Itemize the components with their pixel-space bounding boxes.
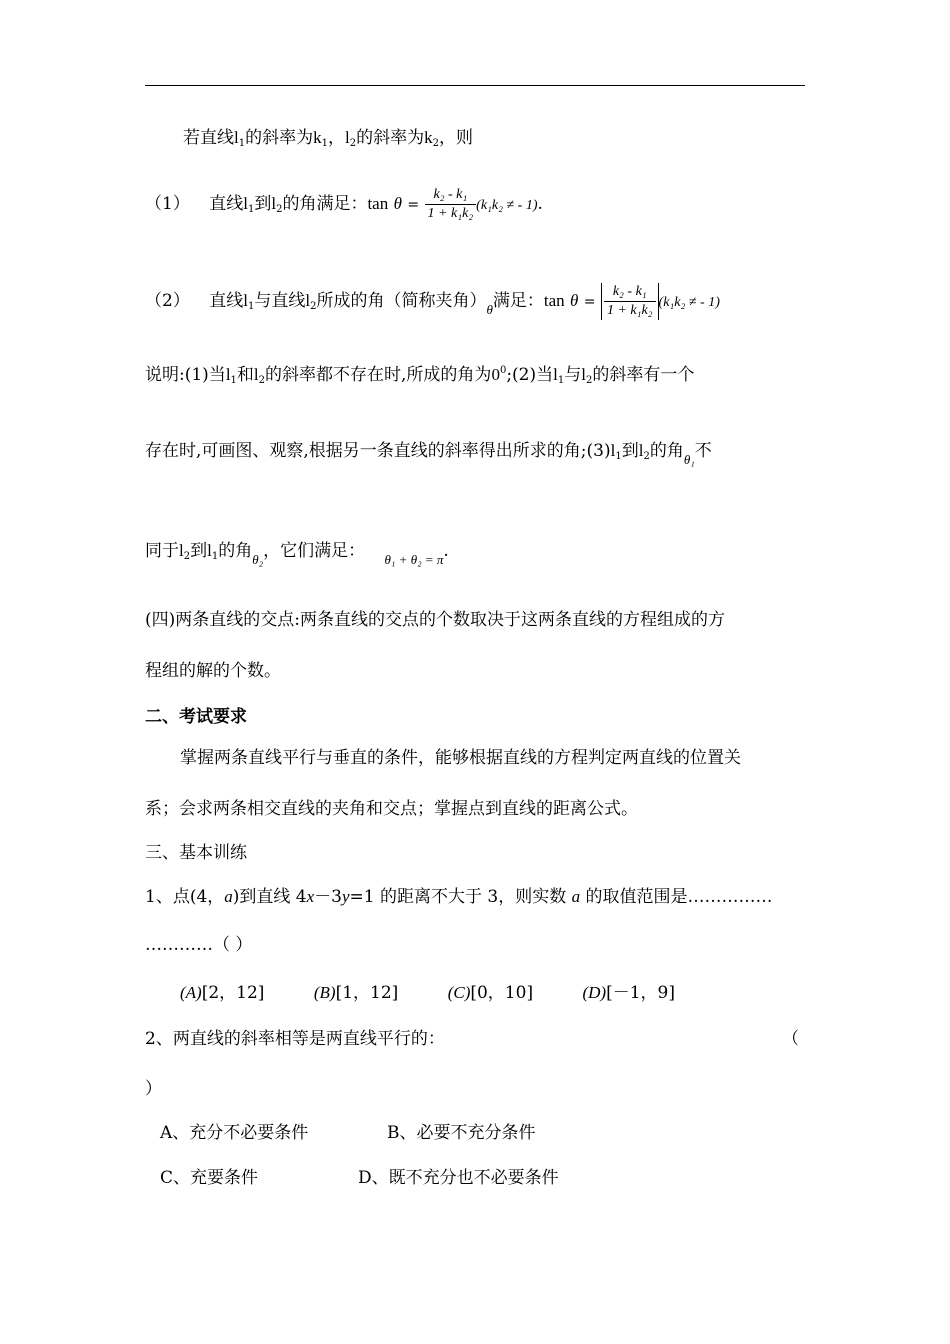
variable-a: a (224, 887, 233, 906)
item2-line (145, 283, 720, 320)
section4-line-1: (四)两条直线的交点:两条直线的交点的个数取决于这两条直线的方程组成的方 (145, 610, 725, 630)
intro-text: 的斜率为 (356, 128, 425, 148)
k1-subscript: 1 (321, 138, 328, 149)
note-line-2 (145, 440, 712, 467)
theta-symbol: θ (393, 194, 402, 213)
q1-text: )到直线 4 (232, 887, 307, 907)
option-value: [2，12] (201, 983, 265, 1003)
l1-symbol: l (243, 194, 248, 213)
fraction-denominator: 1 + k₁k₂ (606, 303, 653, 318)
question-1-stem (145, 886, 773, 908)
l2-symbol: l (305, 291, 311, 310)
note-text: 的斜率都不存在时,所成的角为 (265, 365, 492, 385)
fraction (604, 283, 656, 320)
l2-symbol: l (253, 365, 259, 384)
q1-text: 1、点(4， (145, 887, 225, 907)
exam-requirements-line-2: 系；会求两条相交直线的夹角和交点；掌握点到直线的距离公式。 (145, 799, 638, 819)
absolute-value (601, 283, 659, 320)
theta2-symbol: θ₂ (252, 552, 264, 567)
q1-option-a (180, 983, 264, 1003)
intro-text: 的斜率为 (245, 128, 314, 148)
question-1-answer-blank: …………（ ） (145, 935, 253, 955)
intro-text: ，则 (438, 128, 473, 148)
l1-subscript: 1 (238, 138, 246, 149)
theta1-symbol: θ₁ (683, 452, 695, 467)
l1-symbol: l (234, 128, 239, 147)
l2-symbol: l (179, 541, 184, 560)
option-letter: (A) (180, 983, 202, 1002)
item1-line (145, 186, 543, 223)
l1-symbol: l (225, 365, 231, 384)
q2-paren-close: ） (145, 1079, 162, 1099)
item-number: （2） (145, 291, 190, 311)
header-rule (145, 85, 805, 86)
intro-text: 若直线 (183, 128, 234, 148)
l2-subscript: 2 (585, 375, 593, 386)
note-text: 的角 (649, 441, 684, 461)
l1-symbol: l (243, 291, 248, 310)
intro-text: ， (327, 128, 345, 148)
item1-text: 的角满足： (282, 194, 368, 214)
q1-text: =1 的距离不大于 3，则实数 (349, 887, 572, 907)
variable-y: y (342, 887, 350, 906)
q2-option-a: A、充分不必要条件 (160, 1123, 309, 1143)
note-text: 与 (564, 365, 582, 385)
question-1-options (180, 982, 675, 1004)
q2-paren-open: （ (782, 1029, 799, 1049)
q1-text: 的取值范围是…………… (580, 887, 773, 907)
option-letter: (D) (582, 983, 607, 1002)
item2-text: 与直线 (254, 291, 306, 311)
variable-a: a (571, 887, 581, 906)
l2-subscript: 2 (310, 301, 317, 312)
l2-subscript: 2 (183, 551, 191, 562)
l1-symbol: l (610, 441, 616, 460)
l1-subscript: 1 (247, 204, 255, 215)
condition: (k₁k₂ ≠ - 1) (658, 295, 720, 310)
question-2-stem: 2、两直线的斜率相等是两直线平行的： (145, 1029, 445, 1049)
l1-subscript: 1 (230, 375, 237, 386)
equals-sign: = (583, 294, 596, 310)
q1-text: －3 (314, 887, 342, 907)
exam-requirements-line-1: 掌握两条直线平行与垂直的条件，能够根据直线的方程判定两直线的位置关 (180, 748, 741, 768)
k2-subscript: 2 (432, 138, 439, 149)
l2-symbol: l (581, 365, 586, 384)
degree-value: 0 (491, 365, 500, 384)
fraction (425, 186, 477, 223)
l2-symbol: l (638, 441, 644, 460)
period: . (443, 541, 449, 561)
q1-option-c (448, 983, 533, 1003)
fraction-denominator: 1 + k₁k₂ (427, 206, 474, 221)
angle-sum-formula: θ₁ + θ₂ = π (384, 552, 444, 567)
note-text: 存在时,可画图、观察,根据另一条直线的斜率得出所求的角;(3) (145, 441, 611, 461)
intro-line (183, 127, 473, 149)
note-line-3 (145, 540, 449, 567)
q2-option-b: B、必要不充分条件 (387, 1123, 536, 1143)
theta-symbol: θ (486, 302, 493, 317)
item-number: （1） (145, 194, 190, 214)
note-text: ，它们满足： (263, 541, 366, 561)
l1-subscript: 1 (247, 301, 255, 312)
note-text: 不 (694, 441, 712, 461)
condition: (k₁k₂ ≠ - 1) (476, 198, 538, 213)
l2-symbol: l (271, 194, 277, 213)
note-text: 的角 (218, 541, 253, 561)
note-text: 说明:(1)当 (145, 365, 226, 385)
item2-text: 满足： (492, 291, 544, 311)
option-value: [0，10] (470, 983, 534, 1003)
degree-superscript: 0 (499, 365, 507, 376)
l1-symbol: l (207, 541, 212, 560)
l2-subscript: 2 (643, 451, 650, 462)
l1-subscript: 1 (615, 451, 622, 462)
option-value: [－1，9] (606, 983, 675, 1003)
note-text: 到 (621, 441, 639, 461)
fraction-numerator: k₂ - k₁ (425, 186, 477, 205)
note-text: 和 (236, 365, 254, 385)
note-text: 同于 (145, 541, 179, 561)
l1-subscript: 1 (211, 551, 219, 562)
option-letter: (B) (313, 983, 336, 1002)
l2-subscript: 2 (258, 375, 266, 386)
note-text: 的斜率有一个 (592, 365, 695, 385)
option-value: [1，12] (335, 983, 399, 1003)
k1-symbol: k (313, 128, 322, 147)
item1-text: 到 (254, 194, 272, 214)
k2-symbol: k (424, 128, 433, 147)
item1-text: 直线 (209, 194, 244, 214)
note-text: ;(2)当 (506, 365, 554, 385)
period: . (537, 194, 543, 214)
q1-option-d (582, 983, 675, 1003)
note-text: 到 (190, 541, 208, 561)
q1-option-b (314, 983, 398, 1003)
exam-requirements-heading: 二、考试要求 (145, 707, 247, 727)
tan-label: tan (367, 194, 389, 213)
l2-subscript: 2 (349, 138, 357, 149)
item2-text: 直线 (209, 291, 244, 311)
fraction-numerator: k₂ - k₁ (604, 283, 656, 302)
variable-x: x (306, 887, 315, 906)
l2-symbol: l (344, 128, 350, 147)
q2-option-d: D、既不充分也不必要条件 (358, 1168, 559, 1188)
option-letter: (C) (447, 983, 471, 1002)
l1-symbol: l (553, 365, 558, 384)
l2-subscript: 2 (276, 204, 283, 215)
equals-sign: = (407, 197, 420, 213)
note-line-1 (145, 364, 694, 386)
q2-option-c: C、充要条件 (160, 1168, 259, 1188)
theta-symbol: θ (570, 291, 579, 310)
tan-label: tan (543, 291, 565, 310)
section4-line-2: 程组的解的个数。 (145, 661, 281, 681)
item2-text: 所成的角（简称夹角） (316, 291, 487, 311)
basic-training-heading: 三、基本训练 (145, 843, 247, 863)
l1-subscript: 1 (557, 375, 565, 386)
